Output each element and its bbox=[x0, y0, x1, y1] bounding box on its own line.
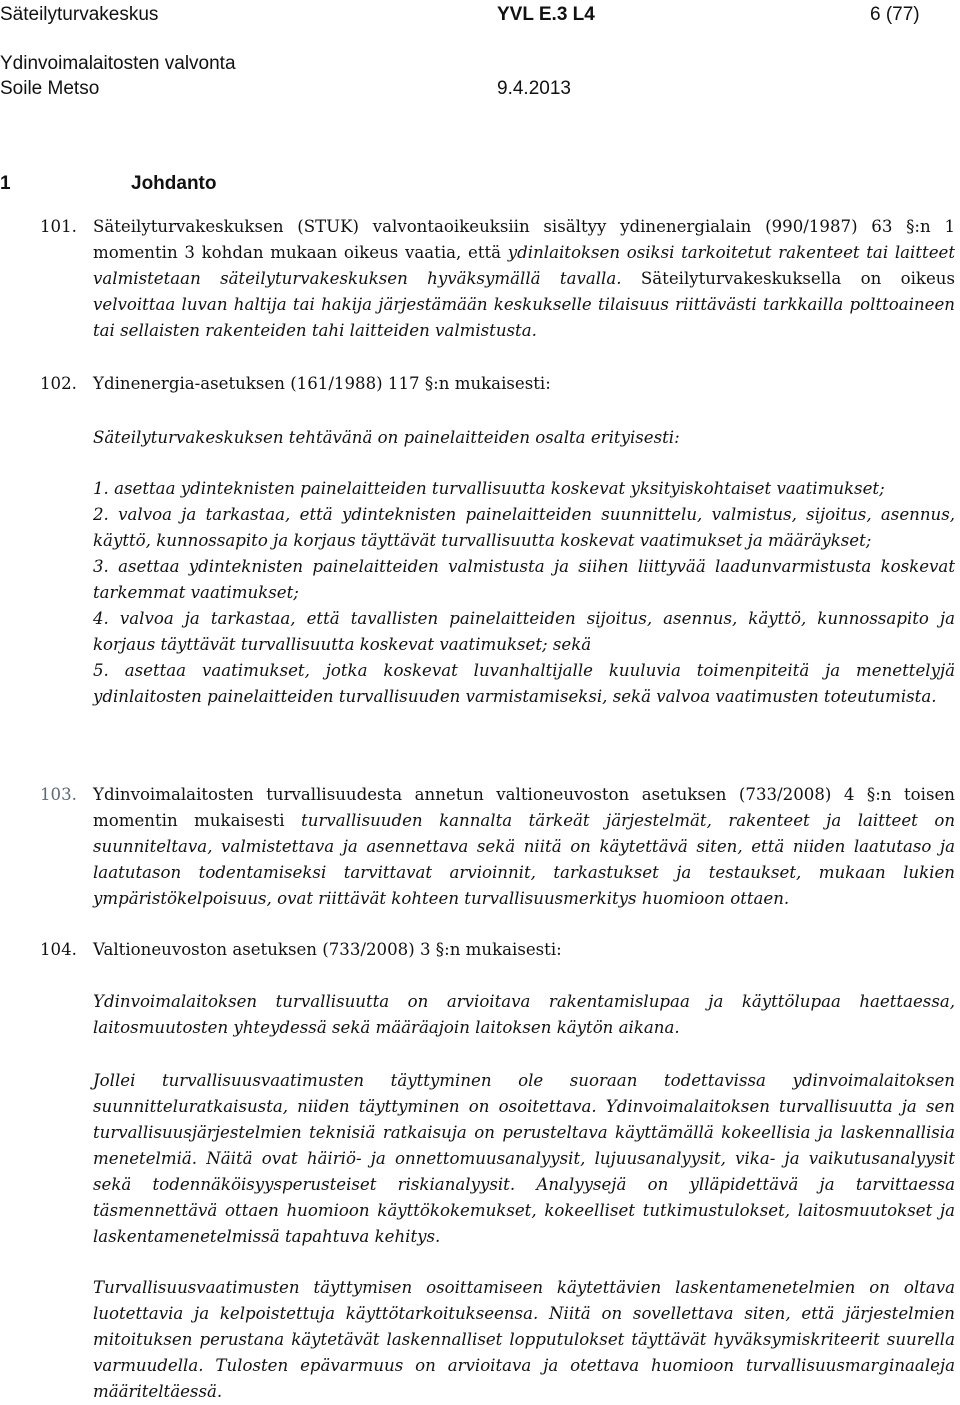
quoted-paragraph-1 bbox=[93, 989, 955, 1041]
quoted-text: Ydinvoimalaitoksen turvallisuutta on arvioitava rakentamislupaa ja käyttölupaa haettaessa, laitosmuutosten yhteydessä sekä määräajoin laitoksen käytön aikana. bbox=[93, 992, 955, 1037]
paragraph-104 bbox=[0, 937, 960, 963]
paragraph-body bbox=[93, 782, 955, 912]
paragraph-102 bbox=[0, 371, 960, 397]
list-item: 1. asettaa ydinteknisten painelaitteiden turvallisuutta koskevat yksityiskohtaiset vaatimukset; bbox=[93, 479, 885, 498]
list-item: 2. valvoa ja tarkastaa, että ydinteknisten painelaitteiden suunnittelu, valmistus, sijoitus, asennus, käyttö, kunnossapito ja korjaus täyttävät turvallisuutta koskevat vaatimukset ja määräykset; bbox=[93, 505, 955, 550]
organization-name: Säteilyturvakeskus bbox=[0, 4, 159, 25]
paragraph-text: Säteilyturvakeskuksen (STUK) valvontaoikeuksiin sisältyy ydinenergialain (990/1987) 63 §:n 1 momentin 3 kohdan mukaan oikeus vaatia, että bbox=[93, 217, 955, 262]
section-title: Johdanto bbox=[131, 173, 217, 194]
quoted-text: turvallisuuden kannalta tärkeät järjestelmät, rakenteet ja laitteet on suunniteltava, valmistettava ja asennettava sekä niitä on käytettävä siten, että niiden laatutaso ja laatutason todentamiseksi tarvittavat arvioinnit, tarkastukset ja testaukset, mukaan lukien ympäristökelpoisuus, ovat riittävät kohteen turvallisuusmerkitys huomioon ottaen. bbox=[93, 811, 956, 908]
list-item: 3. asettaa ydinteknisten painelaitteiden valmistusta ja siihen liittyvää laadunvarmistusta koskevat tarkemmat vaatimukset; bbox=[93, 557, 955, 602]
quoted-lead bbox=[93, 425, 955, 451]
paragraph-body bbox=[93, 371, 955, 397]
paragraph-number: 103. bbox=[40, 785, 77, 804]
quoted-paragraph-2 bbox=[93, 1068, 955, 1250]
section-number: 1 bbox=[0, 173, 11, 194]
author-name: Soile Metso bbox=[0, 78, 100, 99]
paragraph-number: 101. bbox=[40, 217, 77, 236]
paragraph-text: Säteilyturvakeskuksella on oikeus bbox=[640, 269, 956, 288]
paragraph-text: Ydinenergia-asetuksen (161/1988) 117 §:n mukaisesti: bbox=[93, 374, 551, 393]
paragraph-text: Valtioneuvoston asetuksen (733/2008) 3 §:n mukaisesti: bbox=[93, 940, 562, 959]
page-number: 6 (77) bbox=[870, 4, 920, 25]
department-name: Ydinvoimalaitosten valvonta bbox=[0, 53, 236, 74]
list-item: 4. valvoa ja tarkastaa, että tavallisten painelaitteiden sijoitus, asennus, käyttö, kunnossapito ja korjaus täyttävät turvallisuutta koskevat vaatimukset; sekä bbox=[93, 609, 955, 654]
paragraph-101 bbox=[0, 214, 960, 344]
quoted-text: Turvallisuusvaatimusten täyttymisen osoittamiseen käytettävien laskentamenetelmien on oltava luotettavia ja kelpoistettuja käyttötarkoitukseensa. Niitä on sovellettava siten, että järjestelmien mitoituksen perustana käytetävät laskennalliset lopputulokset täyttävät hyväksymiskriteerit suurella varmuudella. Tulosten epävarmuus on arvioitava ja otettava huomioon turvallisuusmarginaaleja määriteltäessä. bbox=[93, 1278, 955, 1401]
guide-code: YVL E.3 L4 bbox=[497, 4, 595, 25]
quoted-list bbox=[93, 476, 955, 710]
paragraph-body bbox=[93, 214, 955, 344]
paragraph-body bbox=[93, 937, 955, 963]
quoted-text: ydinlaitoksen osiksi tarkoitetut rakenteet tai laitteet valmistetaan säteilyturvakeskuksen hyväksymällä tavalla. bbox=[93, 243, 955, 288]
quoted-text: Jollei turvallisuusvaatimusten täyttyminen ole suoraan todettavissa ydinvoimalaitoksen suunnitteluratkaisusta, niiden täyttyminen on osoitettava. Ydinvoimalaitoksen turvallisuutta ja sen turvallisuusjärjestelmien teknisiä ratkaisuja on perusteltava käyttämällä kokeellisia ja laskennallisia menetelmiä. Näitä ovat häiriö- ja onnettomuusanalyysit, lujuusanalyysit, vika- ja vaikutusanalyysit sekä todennäköisyysperusteiset riskianalyysit. Analyysejä on ylläpidettävä ja tarvittaessa täsmennettävä ottaen huomioon käyttökokemukset, kokeelliset tutkimustulokset, laitosmuutokset ja laskentamenetelmissä tapahtuva kehitys. bbox=[93, 1071, 955, 1246]
quoted-paragraph-3 bbox=[93, 1275, 955, 1405]
quoted-text: velvoittaa luvan haltija tai hakija järjestämään keskukselle tilaisuus riittävästi tarkkailla polttoaineen tai sellaisten rakenteiden tahi laitteiden valmistusta. bbox=[93, 295, 955, 340]
quoted-text: Säteilyturvakeskuksen tehtävänä on painelaitteiden osalta erityisesti: bbox=[93, 428, 680, 447]
paragraph-103 bbox=[0, 782, 960, 912]
paragraph-number: 104. bbox=[40, 940, 77, 959]
document-date: 9.4.2013 bbox=[497, 78, 571, 99]
paragraph-number: 102. bbox=[40, 374, 77, 393]
paragraph-text: Ydinvoimalaitosten turvallisuudesta annetun valtioneuvoston asetuksen (733/2008) 4 §:n toisen momentin mukaisesti bbox=[93, 785, 955, 830]
list-item: 5. asettaa vaatimukset, jotka koskevat luvanhaltijalle kuuluvia toimenpiteitä ja menettelyjä ydinlaitosten painelaitteiden turvallisuuden varmistamiseksi, sekä valvoa vaatimusten toteutumista. bbox=[93, 661, 955, 706]
